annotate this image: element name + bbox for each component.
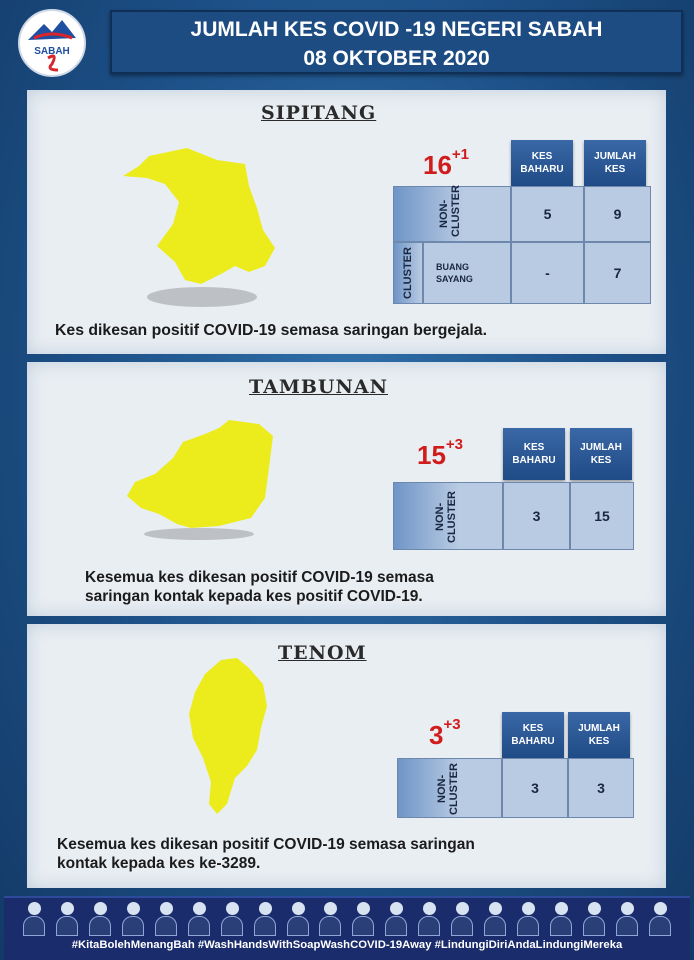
person-icon <box>318 902 342 936</box>
person-icon <box>121 902 145 936</box>
district-title: TENOM <box>278 642 367 664</box>
cluster-text: CLUSTER <box>402 247 414 299</box>
person-icon <box>582 902 606 936</box>
row-group-cluster <box>393 242 423 304</box>
district-title: SIPITANG <box>261 102 377 124</box>
person-icon <box>384 902 408 936</box>
person-icon <box>549 902 573 936</box>
person-icon <box>187 902 211 936</box>
case-total: $16^{+1}$ <box>423 146 470 180</box>
person-icon <box>220 902 244 936</box>
cell-total-cases: 7 <box>584 242 651 304</box>
person-icon <box>615 902 639 936</box>
header-kes-baharu: KES BAHARU <box>511 140 573 186</box>
person-icon <box>516 902 540 936</box>
tenom-map <box>181 654 291 824</box>
district-title: TAMBUNAN <box>249 376 388 398</box>
person-icon <box>22 902 46 936</box>
case-note: Kes dikesan positif COVID-19 semasa saringan bergejala. <box>55 322 487 339</box>
cell-total-cases: 3 <box>568 758 634 818</box>
header-kes-baharu: KES BAHARU <box>503 428 565 480</box>
row-label-buang-sayang <box>423 242 511 304</box>
sabah-health-logo <box>14 8 94 78</box>
cell-new-cases: - <box>511 242 584 304</box>
tambunan-panel <box>27 362 666 616</box>
footer-banner <box>4 896 690 960</box>
tambunan-map <box>119 414 289 554</box>
note-line-1: Kesemua kes dikesan positif COVID-19 semasa saringan <box>57 836 475 853</box>
sipitang-panel <box>27 90 666 354</box>
cell-new-cases: 3 <box>502 758 568 818</box>
note-line-2: saringan kontak kepada kes positif COVID-19. <box>85 588 423 605</box>
person-icon <box>648 902 672 936</box>
row-label-non-cluster <box>393 186 511 242</box>
header-jumlah-kes: JUMLAH KES <box>570 428 632 480</box>
buang-sayang-text: BUANG SAYANG <box>436 262 473 284</box>
case-note <box>57 835 475 873</box>
row-label-non-cluster <box>393 482 503 550</box>
tenom-panel <box>27 624 666 888</box>
non-cluster-text: NON- CLUSTER <box>434 491 458 543</box>
cell-total-cases: 9 <box>584 186 651 242</box>
person-icon <box>483 902 507 936</box>
header-jumlah-kes: JUMLAH KES <box>568 712 630 758</box>
case-total: $3^{+3}$ <box>429 716 461 750</box>
person-icon <box>351 902 375 936</box>
person-icon <box>286 902 310 936</box>
person-icon <box>253 902 277 936</box>
non-cluster-text: NON- CLUSTER <box>436 763 460 815</box>
page-title <box>110 10 683 74</box>
person-icon <box>88 902 112 936</box>
header-kes-baharu: KES BAHARU <box>502 712 564 758</box>
title-date: 08 OKTOBER 2020 <box>303 47 490 70</box>
hashtags: #KitaBolehMenangBah #WashHandsWithSoapWashCOVID-19Away #LindungiDiriAndaLindungiMereka <box>71 939 623 951</box>
case-total: $15^{+3}$ <box>417 436 464 470</box>
note-line-1: Kesemua kes dikesan positif COVID-19 semasa <box>85 569 434 586</box>
person-icon <box>450 902 474 936</box>
person-icon <box>417 902 441 936</box>
non-cluster-text: NON- CLUSTER <box>438 185 462 237</box>
cell-new-cases: 3 <box>503 482 570 550</box>
frontliner-figures <box>22 902 672 938</box>
person-icon <box>55 902 79 936</box>
title-line-1: JUMLAH KES COVID -19 NEGERI SABAH <box>190 18 603 41</box>
cell-new-cases: 5 <box>511 186 584 242</box>
logo-text: SABAH <box>34 46 70 57</box>
header-jumlah-kes: JUMLAH KES <box>584 140 646 186</box>
case-note <box>85 568 434 606</box>
row-label-non-cluster <box>397 758 502 818</box>
sipitang-map <box>117 142 287 322</box>
note-line-2: kontak kepada kes ke-3289. <box>57 855 261 872</box>
cell-total-cases: 15 <box>570 482 634 550</box>
person-icon <box>154 902 178 936</box>
